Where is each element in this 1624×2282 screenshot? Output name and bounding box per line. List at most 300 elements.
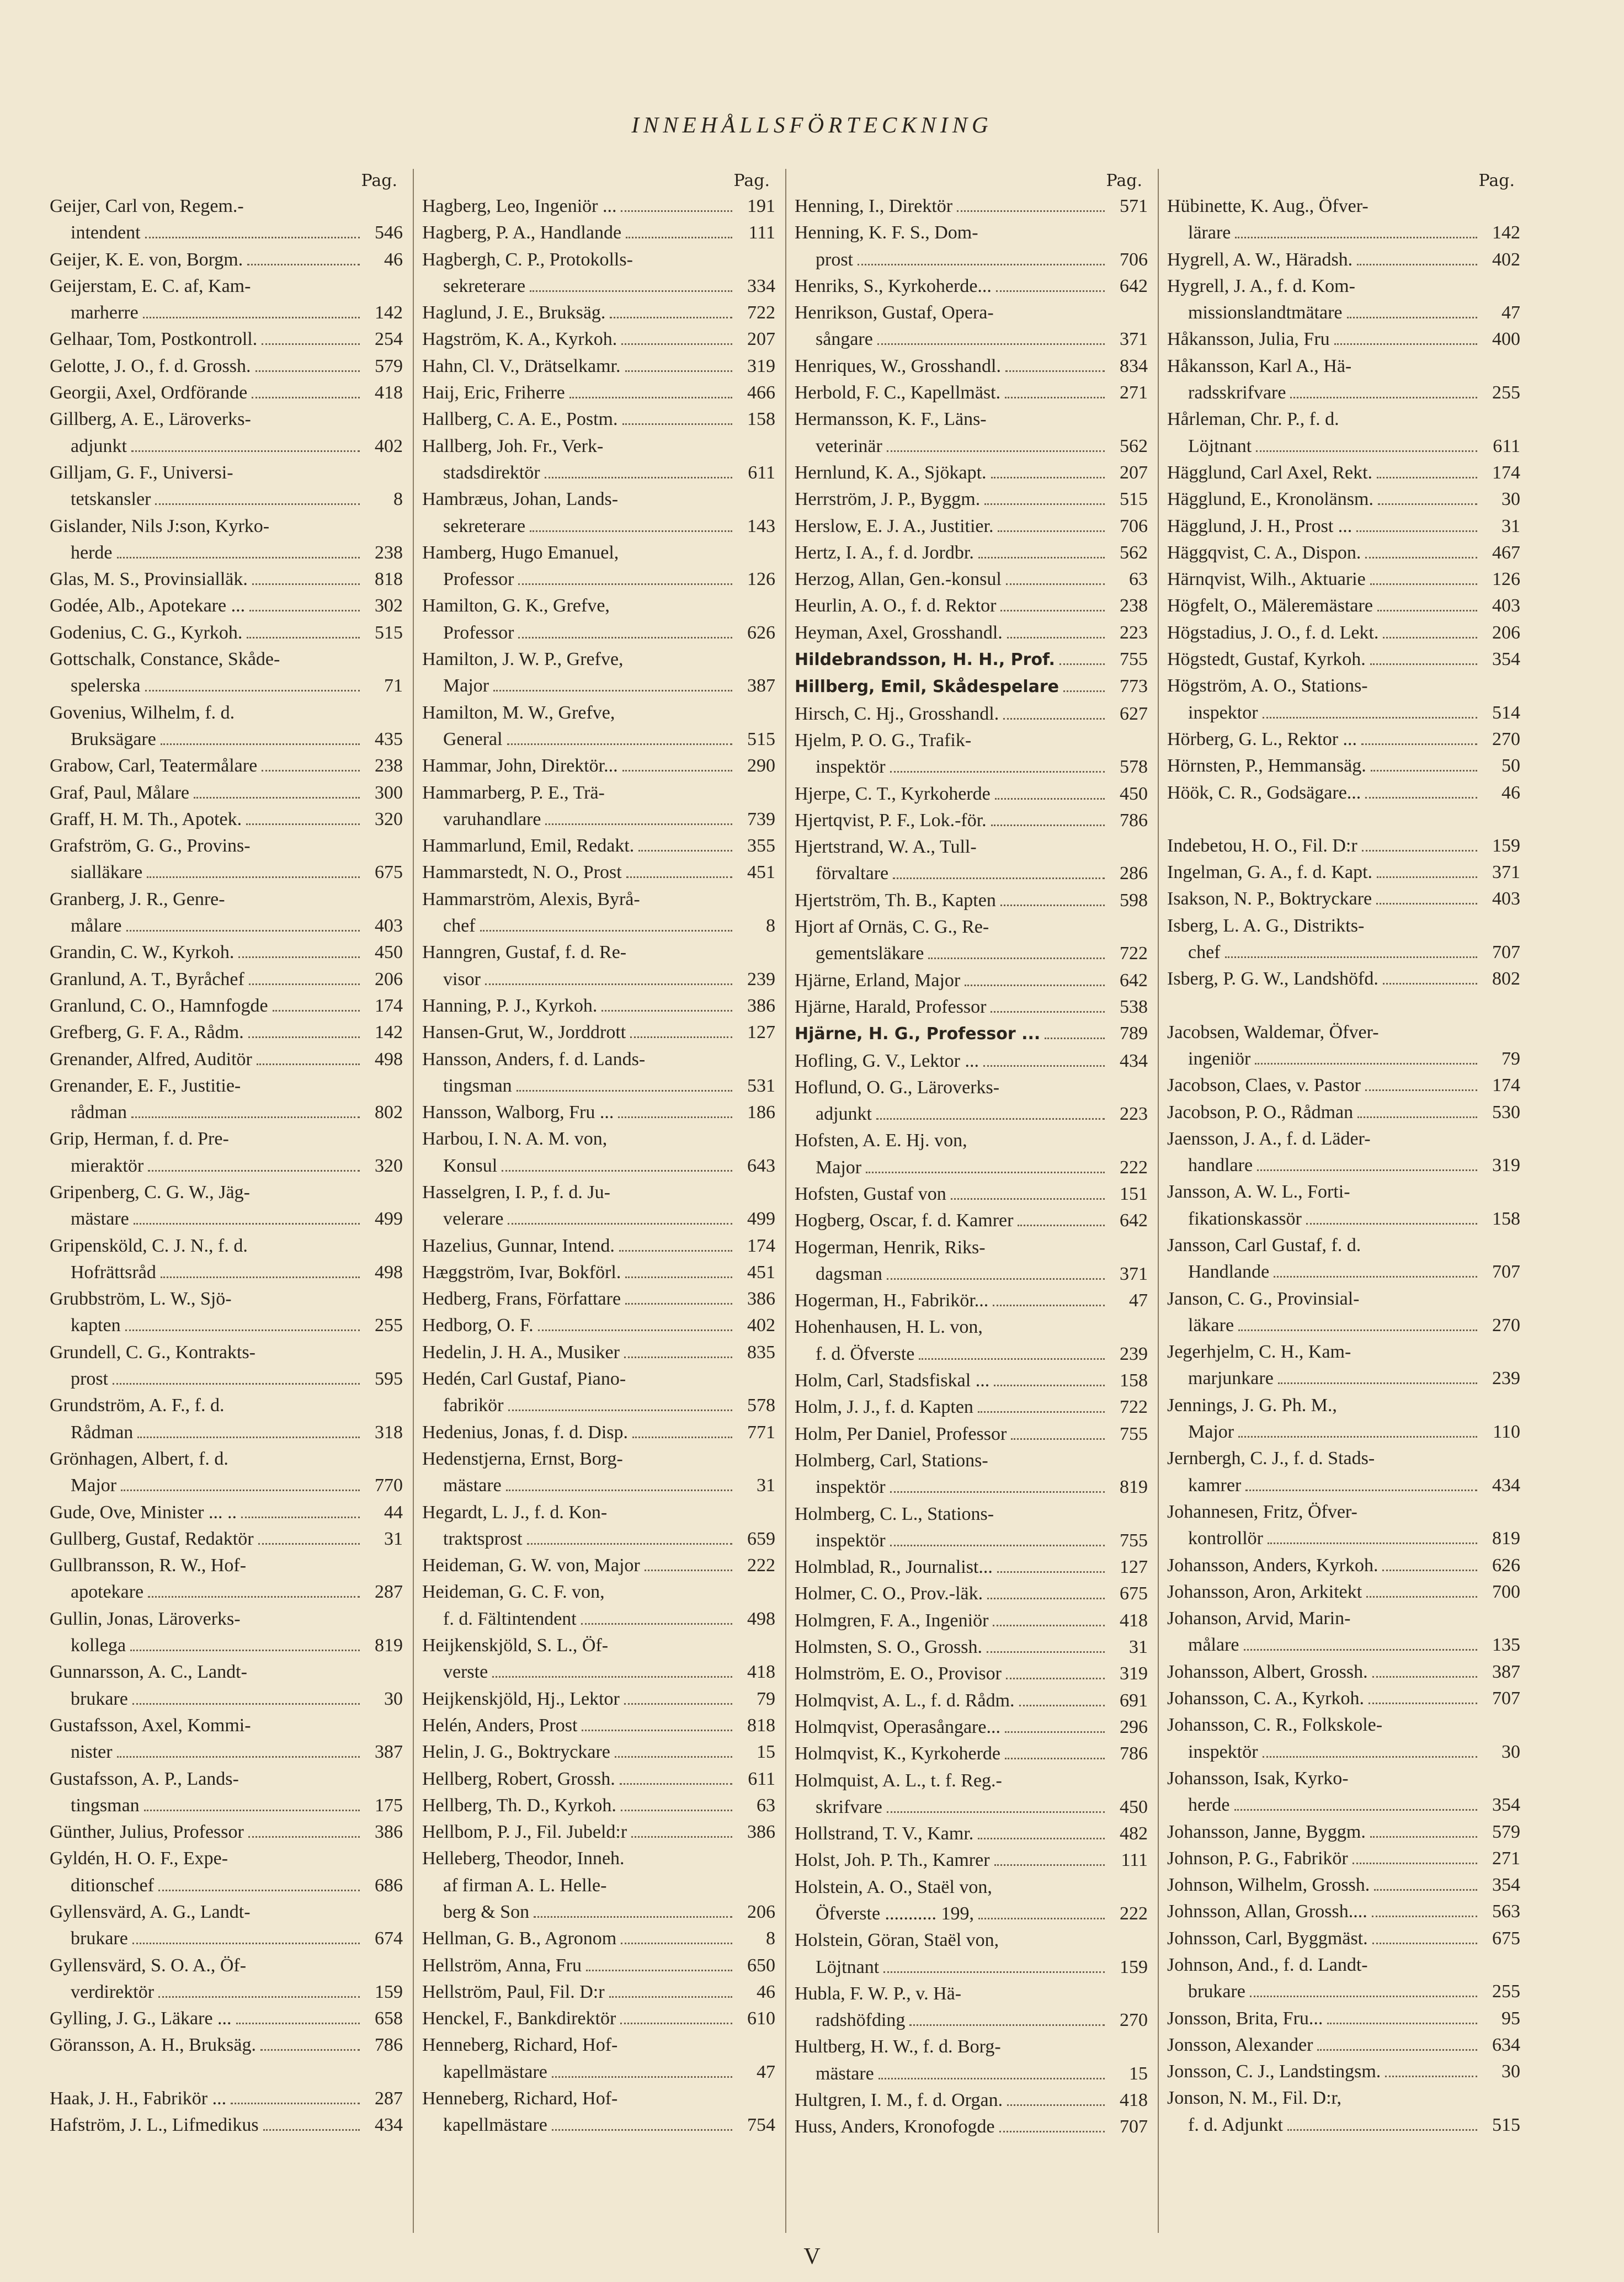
index-entry	[795, 646, 1148, 673]
dot-leader	[518, 637, 732, 639]
entry-name: Herslow, E. J. A., Justitier.	[795, 515, 994, 536]
entry-name: Grandin, C. W., Kyrkoh.	[50, 942, 235, 963]
dot-leader	[117, 557, 360, 558]
index-entry	[422, 1686, 775, 1712]
entry-name: Hjertström, Th. B., Kapten	[795, 890, 996, 911]
index-entry	[1167, 726, 1520, 753]
entry-continuation: Konsul	[443, 1155, 498, 1176]
entry-name: Geijer, Carl von, Regem.-	[50, 196, 244, 216]
dot-leader	[1006, 1678, 1105, 1679]
entry-page-number: 222	[747, 1555, 775, 1576]
entry-page-number: 71	[384, 675, 403, 696]
dot-leader	[252, 397, 360, 398]
index-entry	[422, 1712, 775, 1739]
page-title: INNEHÅLLSFÖRTECKNING	[631, 112, 993, 137]
entry-page-number: 819	[1492, 1528, 1520, 1549]
index-entry	[50, 593, 403, 619]
entry-name: Graf, Paul, Målare	[50, 782, 190, 803]
entry-name: Hammar, John, Direktör...	[422, 756, 618, 776]
entry-page-number: 786	[375, 2035, 403, 2056]
index-entry	[50, 460, 403, 513]
entry-name: Holmsten, S. O., Grossh.	[795, 1637, 983, 1658]
index-entry	[1167, 1019, 1520, 1073]
dot-leader	[507, 743, 732, 745]
index-entry	[1167, 1898, 1520, 1925]
index-entry	[795, 1714, 1148, 1741]
entry-continuation: spelerska	[71, 675, 141, 696]
entry-continuation: inspektör	[816, 1530, 886, 1551]
dot-leader	[1317, 2049, 1477, 2051]
index-entry	[422, 833, 775, 859]
entry-name: Gyllensvärd, A. G., Landt-	[50, 1902, 251, 1922]
entry-page-number: 270	[1492, 728, 1520, 749]
entry-name: Granberg, J. R., Genre-	[50, 889, 225, 909]
entry-page-number: 159	[375, 1981, 403, 2002]
dot-leader	[638, 850, 732, 852]
dot-leader	[155, 503, 360, 505]
entry-page-number: 319	[1120, 1663, 1148, 1684]
entry-page-number: 63	[1129, 569, 1148, 590]
index-entry	[1167, 620, 1520, 646]
entry-page-number: 515	[747, 728, 775, 749]
index-entry	[50, 700, 403, 753]
entry-page-number: 466	[747, 382, 775, 403]
entry-page-number: 598	[1120, 890, 1148, 911]
entry-continuation: missionslandtmätare	[1188, 302, 1343, 323]
entry-page-number: 142	[375, 302, 403, 323]
index-column-1	[50, 169, 403, 2139]
entry-continuation: General	[443, 728, 503, 749]
entry-name: Hofsten, A. E. Hj. von,	[795, 1130, 967, 1151]
entry-page-number: 239	[1120, 1343, 1148, 1364]
entry-name: Harbou, I. N. A. M. von,	[422, 1129, 608, 1150]
dot-leader	[1372, 1916, 1477, 1917]
dot-leader	[582, 1730, 732, 1731]
entry-name: Hammarberg, P. E., Trä-	[422, 782, 605, 803]
entry-page-number: 30	[1501, 1741, 1520, 1762]
entry-page-number: 238	[375, 756, 403, 776]
index-entry	[50, 1046, 403, 1073]
index-entry	[1167, 2085, 1520, 2139]
entry-name: Heyman, Axel, Grosshandl.	[795, 622, 1003, 643]
dot-leader	[621, 1810, 732, 1811]
dot-leader	[1369, 1703, 1477, 1704]
dot-leader	[601, 1010, 732, 1012]
dot-leader	[1003, 718, 1105, 720]
entry-page-number: 174	[1492, 462, 1520, 483]
entry-page-number: 255	[1492, 1981, 1520, 2002]
entry-page-number: 186	[747, 1102, 775, 1123]
dot-leader	[618, 1116, 732, 1118]
dot-leader	[978, 1918, 1105, 1919]
dot-leader	[502, 1170, 732, 1172]
entry-name: Granlund, A. T., Byråchef	[50, 969, 244, 990]
entry-name: Heijkenskjöld, S. L., Öf-	[422, 1635, 609, 1656]
dot-leader	[1357, 1116, 1477, 1118]
entry-name: Godenius, C. G., Kyrkoh.	[50, 622, 243, 643]
entry-name: Hermansson, K. F., Läns-	[795, 409, 987, 430]
dot-leader	[1382, 1570, 1477, 1571]
entry-continuation: inspektör	[816, 1477, 886, 1498]
index-entry	[50, 1526, 403, 1552]
index-entry	[422, 406, 775, 433]
index-entry	[50, 326, 403, 353]
dot-leader	[249, 610, 360, 611]
dot-leader	[131, 450, 360, 452]
dot-leader	[132, 1943, 360, 1944]
entry-name: Grenander, E. F., Justitie-	[50, 1075, 241, 1096]
index-entry	[795, 834, 1148, 887]
entry-name: Jegerhjelm, C. H., Kam-	[1167, 1342, 1351, 1363]
entry-name: Herbold, F. C., Kapellmäst.	[795, 382, 1001, 403]
entry-page-number: 174	[747, 1235, 775, 1256]
entry-continuation: Löjtnant	[816, 1956, 880, 1977]
dot-leader	[131, 1116, 360, 1118]
index-entry	[795, 701, 1148, 727]
entry-name: Johansson, Isak, Kyrko-	[1167, 1768, 1349, 1789]
entry-name: Hertz, I. A., f. d. Jordbr.	[795, 542, 974, 563]
dot-leader	[615, 1756, 732, 1758]
index-entry	[1167, 2032, 1520, 2058]
entry-name: Hillberg, Emil, Skådespelare	[795, 677, 1059, 697]
entry-page-number: 271	[1492, 1848, 1520, 1869]
entry-page-number: 686	[375, 1875, 403, 1896]
entry-name: Janson, C. G., Provinsial-	[1167, 1288, 1360, 1309]
entry-name: Hellbom, P. J., Fil. Jubeld:r	[422, 1822, 627, 1843]
index-entry	[422, 486, 775, 540]
entry-name: Johansson, Albert, Grossh.	[1167, 1661, 1368, 1682]
entry-continuation: prost	[71, 1369, 108, 1390]
entry-name: Hallberg, C. A. E., Postm.	[422, 409, 618, 430]
entry-page-number: 270	[1120, 2010, 1148, 2031]
dot-leader	[1019, 1705, 1105, 1706]
index-entry	[50, 566, 403, 593]
entry-page-number: 334	[747, 275, 775, 296]
dot-leader	[625, 1303, 732, 1305]
index-entry	[795, 1421, 1148, 1448]
index-entry	[50, 646, 403, 700]
index-entry	[50, 939, 403, 966]
entry-page-number: 238	[1120, 595, 1148, 616]
dot-leader	[194, 797, 360, 799]
entry-name: Grundström, A. F., f. d.	[50, 1395, 225, 1416]
dot-leader	[238, 956, 360, 958]
index-entry	[1167, 833, 1520, 859]
dot-leader	[1365, 797, 1477, 799]
entry-continuation: fikationskassör	[1188, 1208, 1302, 1229]
index-entry	[422, 1446, 775, 1499]
dot-leader	[552, 2129, 732, 2131]
index-entry	[422, 1792, 775, 1819]
entry-name: Heideman, G. W. von, Major	[422, 1555, 640, 1576]
entry-page-number: 675	[1120, 1583, 1148, 1604]
dot-leader	[1005, 370, 1105, 372]
dot-leader	[919, 1358, 1105, 1360]
entry-continuation: Handlande	[1188, 1262, 1270, 1283]
entry-name: Hogerman, H., Fabrikör...	[795, 1290, 989, 1311]
entry-name: Johansson, C. R., Folkskole-	[1167, 1715, 1383, 1736]
entry-name: Högstedt, Gustaf, Kyrkoh.	[1167, 649, 1366, 670]
index-entry	[422, 380, 775, 406]
entry-name: Gelhaar, Tom, Postkontroll.	[50, 329, 258, 350]
index-entry	[422, 593, 775, 646]
entry-name: Hjerpe, C. T., Kyrkoherde	[795, 783, 991, 804]
index-entry	[795, 1314, 1148, 1368]
entry-page-number: 755	[1120, 1423, 1148, 1444]
index-entry	[1167, 1232, 1520, 1286]
entry-page-number: 571	[1120, 196, 1148, 216]
dot-leader	[620, 2023, 732, 2024]
entry-page-number: 174	[375, 995, 403, 1016]
index-entry	[1167, 486, 1520, 513]
entry-name: Gelotte, J. O., f. d. Grossh.	[50, 355, 251, 376]
index-entry	[422, 1979, 775, 2006]
dot-leader	[993, 1625, 1105, 1626]
dot-leader	[625, 370, 733, 372]
index-entry	[795, 1288, 1148, 1314]
index-entry	[795, 994, 1148, 1020]
dot-leader	[262, 343, 360, 345]
index-entry	[50, 806, 403, 833]
entry-name: Isberg, L. A. G., Distrikts-	[1167, 915, 1365, 936]
entry-name: Johannesen, Fritz, Öfver-	[1167, 1501, 1357, 1522]
entry-name: Hirsch, C. Hj., Grosshandl.	[795, 703, 999, 724]
dot-leader	[246, 823, 360, 825]
entry-continuation: ditionschef	[71, 1875, 155, 1896]
entry-page-number: 434	[1120, 1050, 1148, 1071]
entry-name: Hjärne, Harald, Professor	[795, 996, 987, 1017]
entry-continuation: tingsman	[443, 1075, 512, 1096]
entry-page-number: 111	[1121, 1850, 1148, 1871]
entry-page-number: 546	[375, 222, 403, 243]
entry-page-number: 387	[1492, 1661, 1520, 1682]
dot-leader	[994, 1864, 1105, 1866]
section-gap	[50, 2059, 403, 2086]
entry-name: Holstein, Göran, Staël von,	[795, 1930, 999, 1951]
entry-page-number: 658	[375, 2008, 403, 2029]
entry-page-number: 722	[1120, 1397, 1148, 1418]
page-number: V	[803, 2244, 821, 2269]
entry-page-number: 434	[1492, 1475, 1520, 1496]
dot-leader	[1005, 1758, 1105, 1759]
entry-name: Jernbergh, C. J., f. d. Stads-	[1167, 1448, 1375, 1469]
entry-name: Hamilton, J. W. P., Grefve,	[422, 649, 624, 670]
entry-continuation: herde	[1188, 1795, 1230, 1816]
entry-name: Grip, Herman, f. d. Pre-	[50, 1129, 229, 1150]
entry-name: Gripensköld, C. J. N., f. d.	[50, 1235, 248, 1256]
index-entry	[795, 781, 1148, 807]
entry-page-number: 355	[747, 836, 775, 857]
index-entry	[1167, 2006, 1520, 2032]
dot-leader	[630, 1036, 732, 1038]
dot-leader	[248, 1836, 360, 1838]
entry-name: Holmblad, R., Journalist...	[795, 1557, 993, 1578]
entry-name: Johnson, And., f. d. Landt-	[1167, 1955, 1368, 1975]
entry-name: Johansson, Aron, Arkitekt	[1167, 1581, 1362, 1602]
dot-leader	[626, 876, 732, 878]
index-entry	[422, 1286, 775, 1312]
entry-page-number: 674	[375, 1928, 403, 1949]
entry-page-number: 111	[748, 222, 775, 243]
dot-leader	[1370, 663, 1477, 665]
entry-page-number: 371	[1492, 862, 1520, 883]
index-entry	[50, 1339, 403, 1393]
entry-page-number: 223	[1120, 1104, 1148, 1125]
dot-leader	[928, 958, 1105, 959]
entry-name: Hägglund, Carl Axel, Rekt.	[1167, 462, 1373, 483]
dot-leader	[996, 290, 1105, 292]
index-entry	[795, 1394, 1148, 1421]
entry-page-number: 626	[1492, 1555, 1520, 1576]
entry-continuation: f. d. Adjunkt	[1188, 2114, 1283, 2135]
entry-name: Haglund, J. E., Bruksäg.	[422, 302, 606, 323]
dot-leader	[545, 477, 732, 478]
entry-page-number: 30	[384, 1688, 403, 1709]
dot-leader	[113, 1383, 360, 1385]
index-entry	[1167, 1952, 1520, 2006]
entry-continuation: rådman	[71, 1102, 127, 1123]
entry-name: Jonson, N. M., Fil. D:r,	[1167, 2088, 1342, 2109]
dot-leader	[247, 264, 360, 265]
entry-page-number: 691	[1120, 1690, 1148, 1711]
entry-page-number: 611	[1493, 435, 1520, 456]
dot-leader	[991, 1011, 1105, 1013]
entry-name: Håkansson, Karl A., Hä-	[1167, 355, 1352, 376]
entry-name: Geijerstam, E. C. af, Kam-	[50, 275, 251, 296]
index-entry	[1167, 1552, 1520, 1579]
entry-page-number: 418	[375, 382, 403, 403]
entry-continuation: stadsdirektör	[443, 462, 540, 483]
entry-name: Hamilton, M. W., Grefve,	[422, 702, 615, 723]
entry-name: Johnson, Wilhelm, Grossh.	[1167, 1875, 1370, 1896]
dot-leader	[1362, 850, 1477, 852]
entry-page-number: 786	[1120, 1743, 1148, 1764]
entry-name: Hasselgren, I. P., f. d. Ju-	[422, 1182, 610, 1203]
entry-name: Göransson, A. H., Bruksäg.	[50, 2035, 256, 2056]
entry-continuation: radsskrifvare	[1188, 382, 1286, 403]
entry-page-number: 626	[747, 622, 775, 643]
entry-name: Härnqvist, Wilh., Aktuarie	[1167, 569, 1366, 590]
dot-leader	[1000, 610, 1105, 611]
dot-leader	[993, 1305, 1105, 1306]
entry-page-number: 835	[747, 1342, 775, 1363]
entry-page-number: 158	[1492, 1208, 1520, 1229]
dot-leader	[1377, 876, 1477, 878]
entry-name: Glas, M. S., Provinsialläk.	[50, 569, 248, 590]
index-entry	[795, 460, 1148, 486]
entry-continuation: målare	[1188, 1635, 1239, 1656]
entry-name: Holm, Carl, Stadsfiskal ...	[795, 1370, 990, 1391]
entry-page-number: 610	[747, 2008, 775, 2029]
entry-name: Hammarstedt, N. O., Prost	[422, 862, 622, 883]
entry-page-number: 818	[747, 1715, 775, 1736]
dot-leader	[1287, 2129, 1477, 2131]
dot-leader	[260, 2049, 360, 2051]
index-entry	[795, 1821, 1148, 1847]
entry-continuation: tingsman	[71, 1795, 140, 1816]
entry-name: Holm, Per Daniel, Professor	[795, 1423, 1007, 1444]
dot-leader	[158, 1890, 360, 1891]
dot-leader	[1225, 956, 1477, 958]
entry-page-number: 802	[1492, 969, 1520, 990]
entry-name: Günther, Julius, Professor	[50, 1822, 244, 1843]
dot-leader	[621, 343, 732, 345]
entry-name: Gunnarsson, A. C., Landt-	[50, 1662, 247, 1683]
entry-page-number: 135	[1492, 1635, 1520, 1656]
dot-leader	[957, 210, 1105, 212]
entry-name: Holmqvist, Operasångare...	[795, 1716, 1000, 1737]
entry-name: Heijkenskjöld, Hj., Lektor	[422, 1688, 620, 1709]
entry-name: Grenander, Alfred, Auditör	[50, 1049, 252, 1070]
dot-leader	[631, 1836, 732, 1838]
index-entry	[795, 1608, 1148, 1634]
entry-page-number: 578	[1120, 757, 1148, 778]
entry-page-number: 706	[1120, 515, 1148, 536]
entry-name: Gylling, J. G., Läkare ...	[50, 2008, 232, 2029]
entry-page-number: 387	[375, 1742, 403, 1763]
dot-leader	[1371, 770, 1477, 772]
dot-leader	[991, 477, 1105, 478]
entry-page-number: 578	[747, 1395, 775, 1416]
entry-page-number: 706	[1120, 249, 1148, 270]
entry-continuation: f. d. Öfverste	[816, 1343, 915, 1364]
entry-name: Hagberg, P. A., Handlande	[422, 222, 622, 243]
index-entry	[795, 727, 1148, 781]
entry-page-number: 239	[1492, 1368, 1520, 1389]
dot-leader	[248, 1036, 360, 1038]
entry-continuation: intendent	[71, 222, 141, 243]
entry-page-number: 290	[747, 756, 775, 776]
entry-name: Holst, Joh. P. Th., Kamrer	[795, 1850, 990, 1871]
entry-name: Henning, K. F. S., Dom-	[795, 222, 978, 243]
dot-leader	[125, 1329, 360, 1331]
entry-name: Granlund, C. O., Hamnfogde	[50, 995, 268, 1016]
entry-page-number: 467	[1492, 542, 1520, 563]
entry-name: Hazelius, Gunnar, Intend.	[422, 1235, 615, 1256]
entry-name: Helén, Anders, Prost	[422, 1715, 578, 1736]
dot-leader	[1063, 690, 1105, 692]
entry-page-number: 579	[375, 355, 403, 376]
entry-name: Henneberg, Richard, Hof-	[422, 2088, 618, 2109]
index-entry	[422, 939, 775, 993]
index-entry	[1167, 886, 1520, 912]
index-entry	[50, 1766, 403, 1820]
dot-leader	[887, 1278, 1105, 1280]
dot-leader	[117, 1756, 360, 1758]
entry-continuation: mästare	[71, 1209, 129, 1230]
dot-leader	[1268, 1542, 1477, 1544]
index-entry	[1167, 966, 1520, 992]
entry-page-number: 515	[1492, 2114, 1520, 2135]
entry-name: Hildebrandsson, H. H., Prof.	[795, 650, 1055, 670]
entry-page-number: 239	[747, 969, 775, 990]
index-column-2	[422, 169, 775, 2139]
entry-name: Henrikson, Gustaf, Opera-	[795, 302, 994, 323]
entry-continuation: fabrikör	[443, 1395, 504, 1416]
dot-leader	[517, 1090, 732, 1092]
entry-continuation: förvaltare	[816, 863, 889, 884]
entry-name: Gottschalk, Constance, Skåde-	[50, 649, 280, 670]
entry-page-number: 642	[1120, 275, 1148, 296]
column-divider	[413, 169, 414, 2233]
entry-page-number: 707	[1492, 942, 1520, 963]
entry-page-number: 371	[1120, 329, 1148, 350]
index-entry	[1167, 540, 1520, 566]
entry-name: Gislander, Nils J:son, Kyrko-	[50, 515, 270, 536]
entry-page-number: 159	[1492, 835, 1520, 856]
dot-leader	[893, 877, 1105, 879]
index-entry	[50, 380, 403, 406]
